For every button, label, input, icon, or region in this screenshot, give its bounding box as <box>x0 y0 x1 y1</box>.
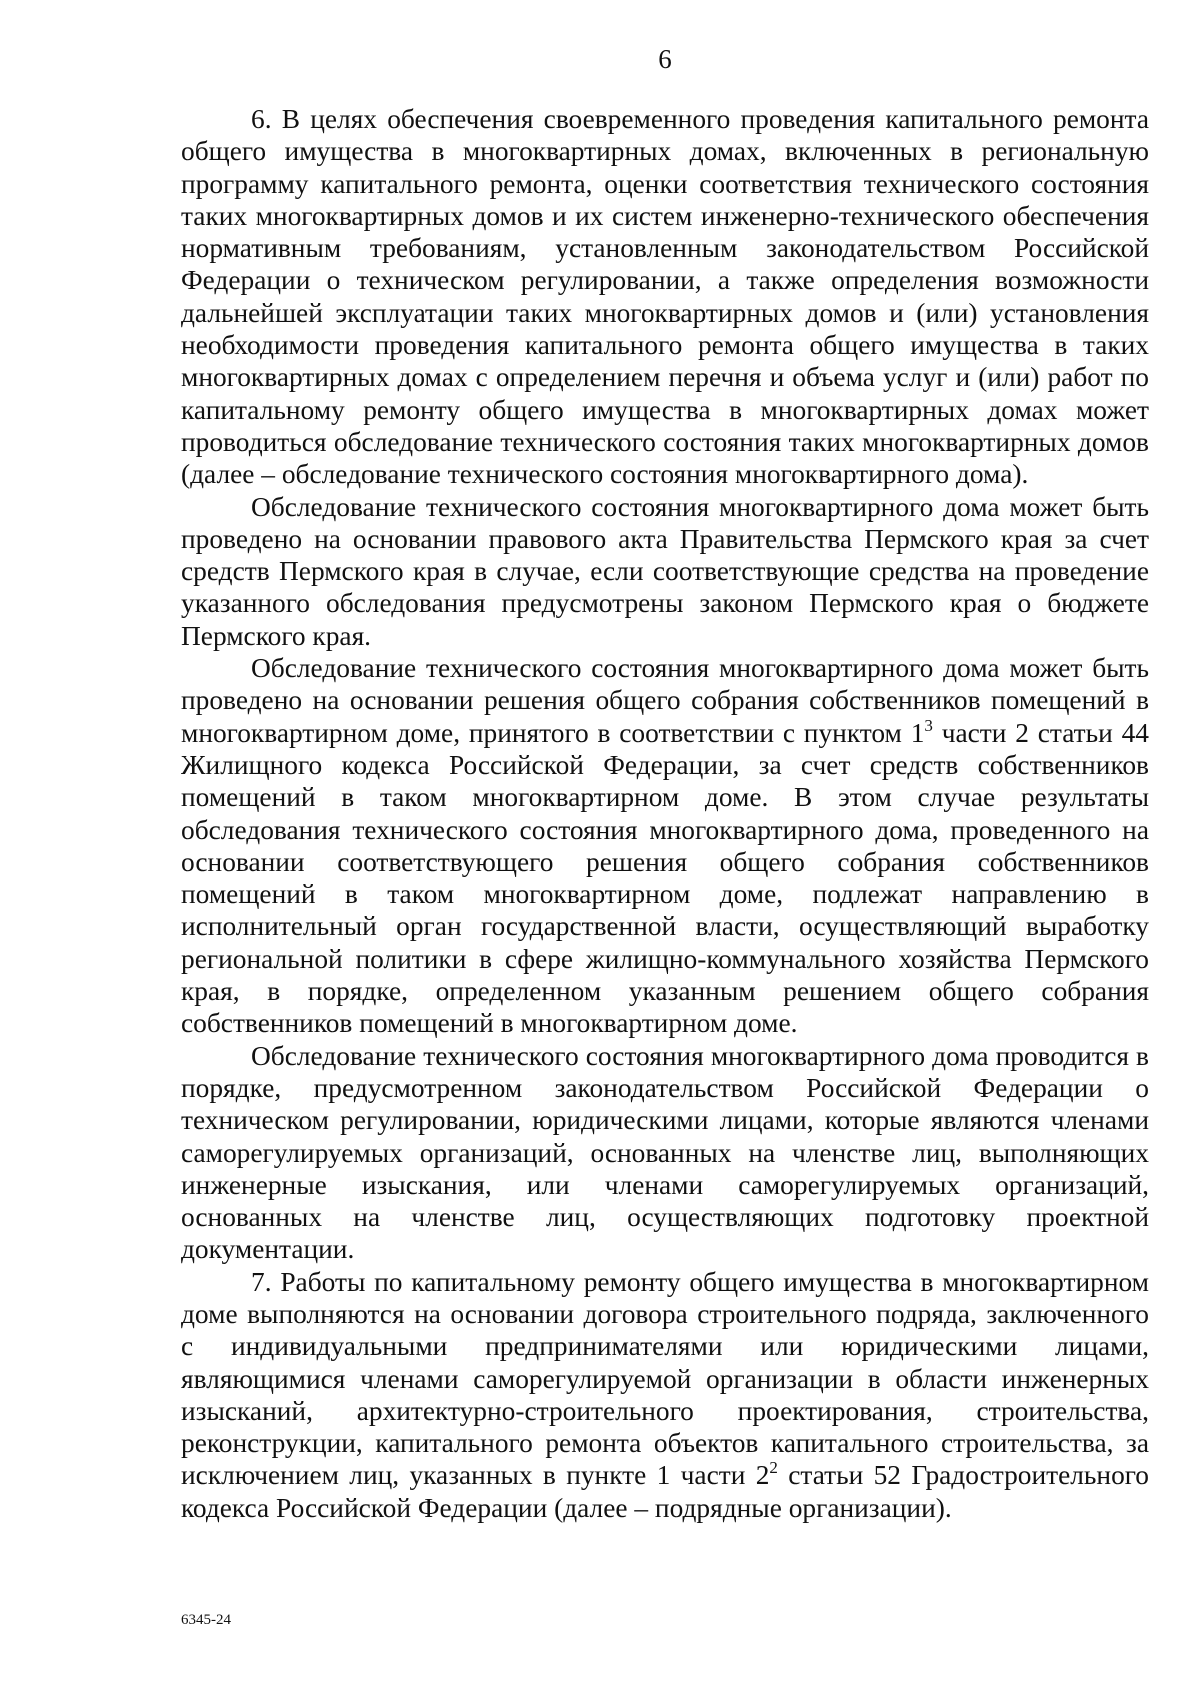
page-number: 6 <box>658 44 672 74</box>
paragraph-survey-order: Обследование технического состояния многоквартирного дома проводится в порядке, предусмотренном законодательством Российской Федерации о техническом регулировании, юридическими лицами, которые являются членами саморегулируемых организаций, основанных на членстве лиц, выполняющих инженерные изыскания, или членами саморегулируемых организаций, основанных на членстве лиц, осуществляющих подготовку проектной документации. <box>181 1040 1149 1265</box>
paragraph-owners-text-start: Обследование технического состояния многоквартирного дома может быть проведено на основании решения общего собрания собственников помещений в многоквартирном доме, принятого в соответствии с пунктом 1 <box>181 653 1149 748</box>
document-body <box>181 103 1149 1524</box>
paragraph-owners-decision <box>181 652 1149 1040</box>
paragraph-budget-funding: Обследование технического состояния многоквартирного дома может быть проведено на основании правового акта Правительства Пермского края за счет средств Пермского края в случае, если соответствующие средства на проведение указанного обследования предусмотрены законом Пермского края о бюджете Пермского края. <box>181 491 1149 651</box>
paragraph-item-6: 6. В целях обеспечения своевременного проведения капитального ремонта общего имущества в многоквартирных домах, включенных в региональную программу капитального ремонта, оценки соответствия технического состояния таких многоквартирных домов и их систем инженерно-технического обеспечения нормативным требованиям, установленным законодательством Российской Федерации о техническом регулировании, а также определения возможности дальнейшей эксплуатации таких многоквартирных домов и (или) установления необходимости проведения капитального ремонта общего имущества в таких многоквартирных домах с определением перечня и объема услуг и (или) работ по капитальному ремонту общего имущества в многоквартирных домах может проводиться обследование технического состояния таких многоквартирных домов (далее – обследование технического состояния многоквартирного дома). <box>181 104 1149 490</box>
paragraph-item-7-text-end: статьи 52 Градостроительного кодекса Российской Федерации (далее – подрядные организации). <box>181 1460 1150 1523</box>
paragraph-item-7 <box>181 1266 1149 1524</box>
superscript-3: 3 <box>924 715 933 735</box>
document-code: 6345-24 <box>181 1612 231 1628</box>
paragraph-owners-text-end: части 2 статьи 44 Жилищного кодекса Российской Федерации, за счет средств собственников помещений в таком многоквартирном доме. В этом случае результаты обследования технического состояния многоквартирного дома, проведенного на основании соответствующего решения общего собрания собственников помещений в таком многоквартирном доме, подлежат направлению в исполнительный орган государственной власти, осуществляющий выработку региональной политики в сфере жилищно-коммунального хозяйства Пермского края, в порядке, определенном указанным решением общего собрания собственников помещений в многоквартирном доме. <box>181 717 1150 1039</box>
paragraph-item-7-text-start: 7. Работы по капитальному ремонту общего имущества в многоквартирном доме выполняются на основании договора строительного подряда, заключенного с индивидуальными предпринимателями или юридическими лицами, являющимися членами саморегулируемой организации в области инженерных изысканий, архитектурно-строительного проектирования, строительства, реконструкции, капитального ремонта объектов капитального строительства, за исключением лиц, указанных в пункте 1 части 2 <box>181 1266 1149 1491</box>
superscript-2: 2 <box>769 1458 778 1478</box>
